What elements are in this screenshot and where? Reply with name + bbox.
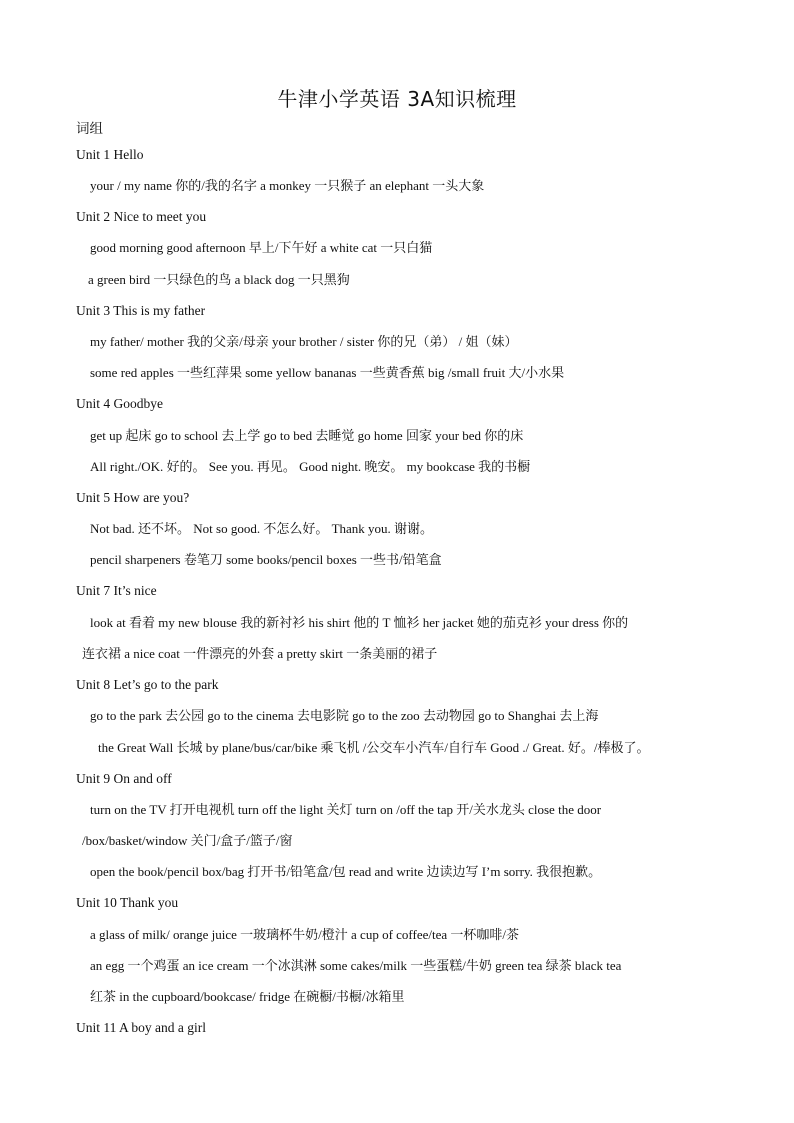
page-title: 牛津小学英语 3A知识梳理	[277, 87, 517, 111]
phrase-line: get up 起床 go to school 去上学 go to bed 去睡觉 go home 回家 your bed 你的床	[90, 428, 524, 443]
unit-heading: Unit 10 Thank you	[76, 895, 179, 910]
phrase-line: some red apples 一些红萍果 some yellow bananas 一些黄香蕉 big /small fruit 大/小水果	[90, 365, 565, 380]
section-heading: 词组	[76, 121, 103, 136]
unit-heading: Unit 8 Let’s go to the park	[76, 677, 219, 692]
unit-heading: Unit 2 Nice to meet you	[76, 209, 207, 224]
phrase-line: go to the park 去公园 go to the cinema 去电影院 go to the zoo 去动物园 go to Shanghai 去上海	[90, 708, 599, 723]
unit-heading: Unit 5 How are you?	[76, 490, 190, 505]
phrase-line: my father/ mother 我的父亲/母亲 your brother / sister 你的兄（弟） / 姐（妹）	[90, 334, 518, 349]
phrase-line: an egg 一个鸡蛋 an ice cream 一个冰淇淋 some cakes/milk 一些蛋糕/牛奶 green tea 绿茶 black tea	[90, 958, 622, 973]
phrase-line: pencil sharpeners 卷笔刀 some books/pencil boxes 一些书/铅笔盒	[90, 552, 442, 567]
phrase-line: open the book/pencil box/bag 打开书/铅笔盒/包 read and write 边读边写 I’m sorry. 我很抱歉。	[90, 864, 602, 879]
unit-heading: Unit 3 This is my father	[76, 303, 206, 318]
phrase-line: 红茶 in the cupboard/bookcase/ fridge 在碗橱/书橱/冰箱里	[90, 989, 405, 1004]
phrase-line: good morning good afternoon 早上/下午好 a white cat 一只白猫	[90, 240, 433, 255]
phrase-line: a green bird 一只绿色的鸟 a black dog 一只黑狗	[88, 272, 350, 287]
phrase-line: turn on the TV 打开电视机 turn off the light 关灯 turn on /off the tap 开/关水龙头 close the door	[90, 802, 602, 817]
phrase-line: your / my name 你的/我的名字 a monkey 一只猴子 an elephant 一头大象	[90, 178, 485, 193]
unit-heading: Unit 1 Hello	[76, 147, 144, 162]
phrase-line: the Great Wall 长城 by plane/bus/car/bike 乘飞机 /公交车小汽车/自行车 Good ./ Great. 好。/棒极了。	[98, 740, 650, 755]
unit-heading: Unit 7 It’s nice	[76, 583, 157, 598]
phrase-line: All right./OK. 好的。 See you. 再见。 Good night. 晚安。 my bookcase 我的书橱	[90, 459, 531, 474]
phrase-line: a glass of milk/ orange juice 一玻璃杯牛奶/橙汁 a cup of coffee/tea 一杯咖啡/茶	[90, 927, 520, 942]
unit-heading: Unit 4 Goodbye	[76, 396, 163, 411]
phrase-line: Not bad. 还不坏。 Not so good. 不怎么好。 Thank you. 谢谢。	[90, 521, 434, 536]
unit-heading: Unit 11 A boy and a girl	[76, 1020, 206, 1035]
phrase-line: /box/basket/window 关门/盒子/篮子/窗	[82, 833, 293, 848]
phrase-line: look at 看着 my new blouse 我的新衬衫 his shirt 他的 T 恤衫 her jacket 她的茄克衫 your dress 你的	[90, 615, 629, 630]
unit-heading: Unit 9 On and off	[76, 771, 172, 786]
phrase-line: 连衣裙 a nice coat 一件漂亮的外套 a pretty skirt 一条美丽的裙子	[82, 646, 438, 661]
